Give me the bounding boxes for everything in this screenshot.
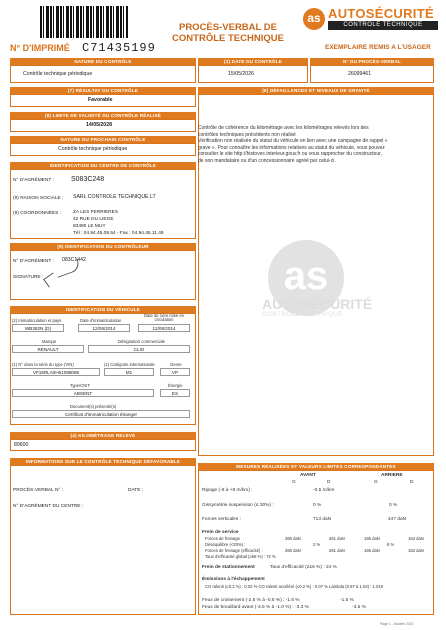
- genre-value: VP: [160, 368, 190, 376]
- gissement-label: Gissymétrie suspension (≤ 30%) :: [202, 503, 274, 508]
- page-footer: Page 1 - Modèle 2023: [380, 622, 414, 626]
- exemplaire-label: EXEMPLAIRE REMIS A L'USAGER: [325, 44, 431, 51]
- fv-avant: 713 daN: [313, 517, 332, 522]
- feux-croisement-2: -1.5 %: [340, 598, 354, 603]
- date-controle-header: (3) DATE DU CONTRÔLE: [198, 58, 308, 65]
- imprime-number: C71435199: [82, 41, 156, 55]
- defaut-line: Contrôle de cohérence du kilométrage avec les kilométrages relevés lors des: [198, 125, 369, 131]
- prochain-value: Contrôle technique périodique: [58, 146, 128, 152]
- centre-agrement-value: S083C248: [71, 176, 105, 183]
- marque-label: Marque: [42, 339, 57, 344]
- fe-av-d: 261 daN: [329, 548, 345, 553]
- ff-av-g: 266 daN: [285, 536, 301, 541]
- imprime-label: N° D'IMPRIMÉ: [10, 43, 70, 53]
- address-line: Tél : 04.94.45.09.54 - Fax : 04.94.45.11.49: [73, 231, 164, 236]
- documents-label: Document(s) présenté(s): [70, 404, 117, 409]
- deseq-arriere: 8 %: [387, 542, 395, 547]
- defaut-line: de son mandataire ou d'un concessionnaire agréé par celui-ci.: [198, 157, 336, 164]
- title-line-2: CONTRÔLE TECHNIQUE: [172, 33, 284, 44]
- genre-label: Genre: [170, 362, 182, 367]
- forces-verticales-label: Forces verticales :: [202, 517, 241, 522]
- categorie-value: M1: [104, 368, 154, 376]
- mesures-g-avant: G: [292, 480, 296, 485]
- controleur-agrement-label: N° D'AGRÉMENT :: [13, 259, 54, 264]
- emissions-values: CO ralenti (≤0.3 %) : 0.02 % CO ralenti accéléré (≤0.2 %) : 0.07 % Lambda (0.97 à 1.03) : 1.019: [205, 584, 383, 589]
- num-pv-value: 26099461: [348, 71, 372, 77]
- logo-brand: AUTOSÉCURITÉ: [328, 6, 434, 21]
- mesures-avant: AVANT: [300, 473, 316, 478]
- date-immat-label: Date d'immatriculation: [80, 318, 122, 323]
- emissions-label: Émissions à l'échappement: [202, 577, 265, 582]
- fe-ar-g: 166 daN: [364, 548, 380, 553]
- forces-efficacite-label: Forces de freinage (efficacité) :: [205, 548, 263, 553]
- desequilibre-label: Déséquilibre (<20%) :: [205, 542, 246, 547]
- fv-arriere: 447 daN: [388, 517, 407, 522]
- defauts-text: [198, 125, 430, 165]
- ff-av-d: 261 daN: [329, 536, 345, 541]
- fe-ar-d: 153 daN: [408, 548, 424, 553]
- mesures-header: MESURES RÉALISÉES ET VALEURS LIMITES CORRESPONDANTES: [198, 463, 434, 470]
- address-line: ZA LES FERRIERES: [73, 210, 119, 215]
- vin-value: VF15RLA0H51088086: [12, 368, 100, 376]
- validite-header: (8) LIMITE DE VALIDITÉ DU CONTRÔLE RÉALISÉ: [10, 112, 196, 119]
- address-line: 42 RUE DU LIEGE: [73, 217, 114, 222]
- mesures-g-arriere: G: [374, 480, 378, 485]
- categorie-label: (1) Catégorie internationale: [104, 362, 155, 367]
- gissement-avant: 0 %: [313, 503, 322, 508]
- kilometrage-box: [10, 439, 196, 451]
- vin-label: (1) N° dans la série du type (VIN): [12, 362, 74, 367]
- resultat-header: (7) RÉSULTAT DU CONTRÔLE: [10, 87, 196, 94]
- documents-value: Certificat d'immatriculation étranger: [12, 410, 190, 418]
- num-pv-header: N° DU PROCÈS-VERBAL: [310, 58, 434, 65]
- defaut-line: contrôles techniques précédents non réalisé: [198, 131, 296, 138]
- mesures-arriere: ARRIERE: [381, 473, 403, 478]
- feux-brouillard: Feux de brouillard avant (-3.5 % à -1.0 %) : -3.3 %: [202, 605, 309, 610]
- mesures-d-avant: D: [327, 480, 331, 485]
- centre-address: [73, 209, 164, 237]
- validite-value: 14/05/2028: [86, 122, 112, 128]
- deseq-avant: 2 %: [313, 542, 321, 547]
- date-controle-value: 15/05/2026: [228, 71, 254, 77]
- defaut-line: consulter le site http://histovec.interieur.gouv.fr ou vous rapprocher du constructeur,: [198, 151, 382, 158]
- feux-brouillard-2: -3.5 %: [352, 605, 366, 610]
- logo-as-icon: as: [303, 8, 325, 30]
- date-immat-value: 12/06/2014: [78, 324, 130, 332]
- contre-visite-header: INFORMATIONS SUR LE CONTRÔLE TECHNIQUE DÉFAVORABLE: [10, 458, 196, 465]
- ripage-label: Ripage (-8 à +8 m/km) :: [202, 488, 253, 493]
- immat-value: WB382N (D): [12, 324, 64, 332]
- defauts-header: (6) DÉFAILLANCES ET NIVEAUX DE GRAVITÉ: [198, 87, 434, 94]
- centre-header: IDENTIFICATION DU CENTRE DE CONTRÔLE: [10, 162, 196, 169]
- controleur-agrement-value: 083C1442: [62, 257, 86, 263]
- ripage-value: -0.5 m/km: [313, 488, 335, 493]
- barcode: [40, 6, 128, 38]
- type-value: ABSENT: [12, 389, 154, 397]
- centre-agrement-label: N° D'AGRÉMENT :: [13, 178, 54, 183]
- prochain-header: NATURE DU PROCHAIN CONTRÔLE: [10, 136, 196, 143]
- mesures-d-arriere: D: [410, 480, 414, 485]
- centre-raison-value: SARL CONTROLE TECHNIQUE LT: [73, 194, 156, 200]
- cv-date-label: DATE :: [128, 488, 144, 493]
- immat-label: (2) Immatriculation et pays: [12, 318, 62, 323]
- kilometrage-value: 89600: [14, 442, 29, 448]
- centre-coord-label: (9) COORDONNÉES :: [13, 211, 61, 216]
- kilometrage-header: (4) KILOMÉTRAGE RELEVÉ: [10, 432, 196, 439]
- frein-stationnement-label: Frein de stationnement: [202, 565, 255, 570]
- ff-ar-g: 166 daN: [364, 536, 380, 541]
- efficacite-global: Taux d'efficacité global (≥58 %) : 72 %: [205, 554, 276, 559]
- resultat-value: Favorable: [88, 97, 113, 103]
- title-line-1: PROCÈS-VERBAL DE: [178, 22, 277, 33]
- document-title: [170, 22, 286, 44]
- feux-croisement: Feux de croisement (-2.5 % à -0.5 %) : -1.6 %: [202, 598, 300, 603]
- date-circ-value: 12/06/2014: [138, 324, 190, 332]
- defaut-line: grave ». Pour connaître les informations relatives au statut du véhicule, vous pouvez: [198, 144, 385, 151]
- logo-subtitle: CONTRÔLE TECHNIQUE: [328, 21, 438, 30]
- address-line: 83490 LE MUY: [73, 224, 106, 229]
- type-label: Type/CNIT: [70, 383, 91, 388]
- cv-agrement-label: N° D'AGRÉMENT DU CENTRE :: [13, 504, 84, 509]
- watermark-brand: AUTOSÉCURITÉ: [262, 296, 373, 312]
- ff-ar-d: 153 daN: [408, 536, 424, 541]
- designation-label: Désignation commerciale: [118, 339, 166, 344]
- energie-label: Énergie: [168, 383, 183, 388]
- forces-freinage-label: Forces de freinage: [205, 536, 240, 541]
- watermark-subtitle: CONTRÔLE TECHNIQUE: [262, 312, 344, 318]
- nature-controle-header: NATURE DU CONTRÔLE: [10, 58, 196, 65]
- designation-value: CLIO: [88, 345, 190, 353]
- defaut-line: Vérification non réalisée du statut du véhicule en lien avec une campagne de rappel «: [198, 138, 388, 145]
- gissement-arriere: 0 %: [389, 503, 398, 508]
- num-pv-box: [310, 65, 434, 83]
- date-circ-label: Date de 1ère mise en circulation: [143, 313, 185, 323]
- marque-value: RENAULT: [12, 345, 84, 353]
- signature-label: SIGNATURE :: [13, 275, 44, 280]
- fe-av-g: 266 daN: [285, 548, 301, 553]
- frein-service-label: Frein de service: [202, 530, 239, 535]
- vehicule-header: IDENTIFICATION DU VÉHICULE: [10, 306, 196, 313]
- controleur-header: (9) IDENTIFICATION DU CONTRÔLEUR: [10, 243, 196, 250]
- watermark-logo-icon: as: [268, 240, 344, 316]
- nature-controle-value: Contrôle technique périodique: [23, 71, 93, 77]
- energie-value: ES: [160, 389, 190, 397]
- stationnement-value: Taux d'efficacité (≥16 %) : 24 %: [270, 565, 337, 570]
- cv-pv-label: PROCÈS-VERBAL N° :: [13, 488, 63, 493]
- centre-raison-label: (9) RAISON SOCIALE :: [13, 196, 64, 201]
